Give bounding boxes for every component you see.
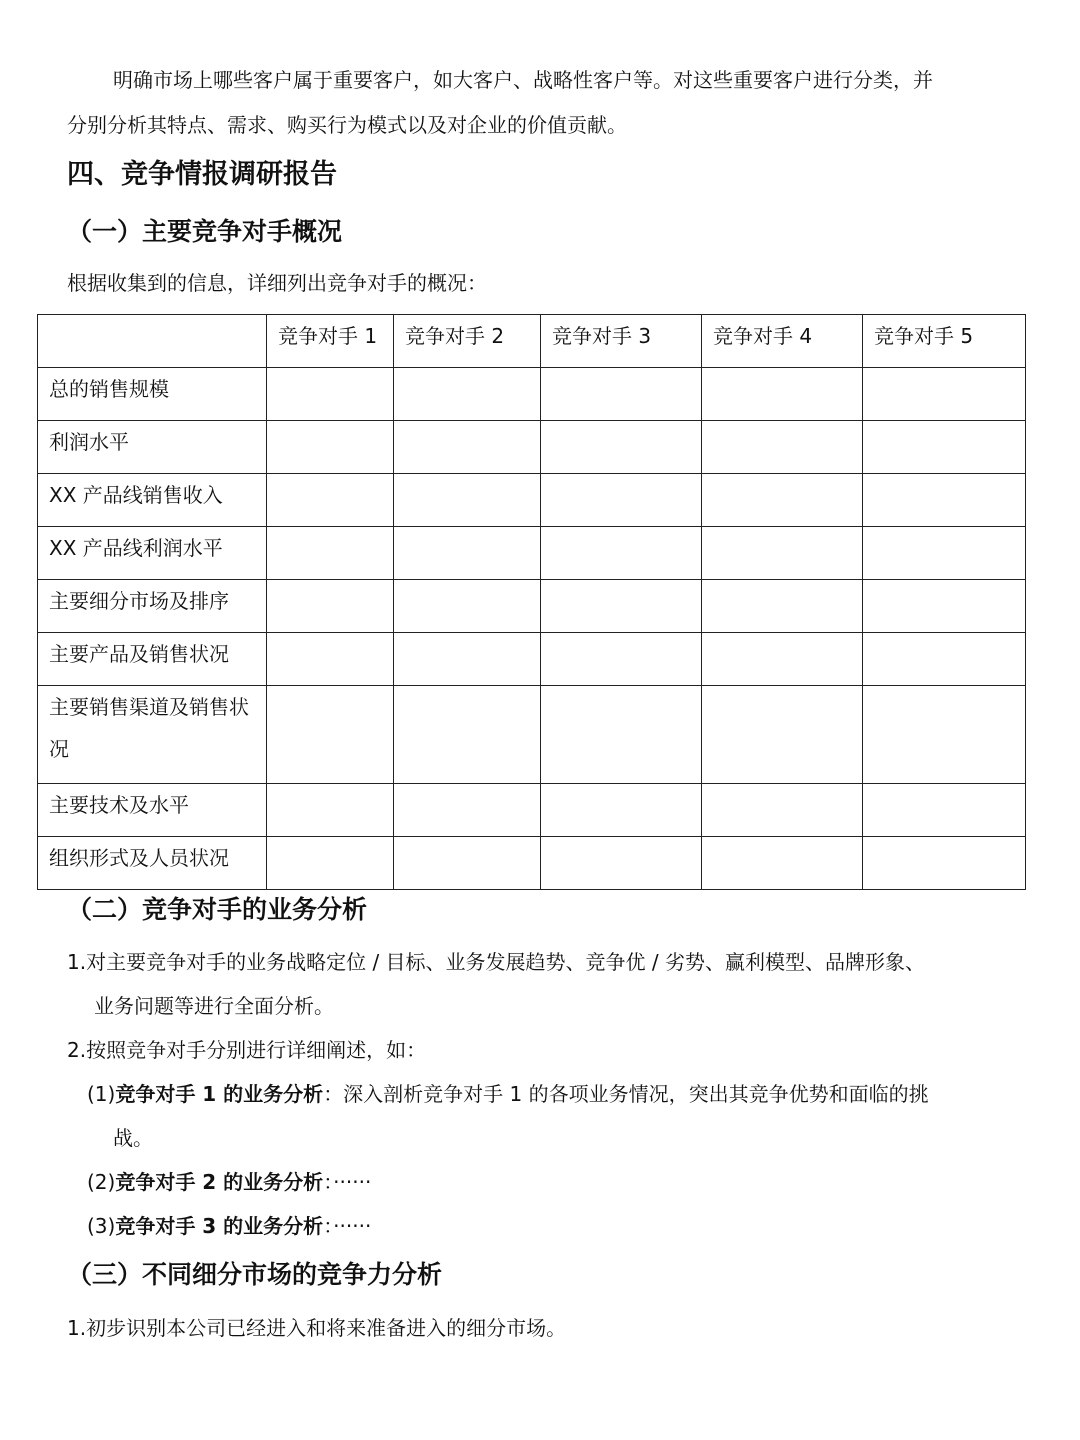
table-row-label: 主要细分市场及排序 (38, 580, 267, 633)
table-row (38, 686, 1026, 784)
table-cell (541, 784, 702, 837)
table-row (38, 837, 1026, 890)
table-cell (541, 633, 702, 686)
table-cell (267, 686, 394, 784)
table-cell (702, 421, 863, 474)
table-row-label: 主要销售渠道及销售状况 (38, 686, 267, 784)
table-row-label: 主要技术及水平 (38, 784, 267, 837)
table-cell (267, 580, 394, 633)
table-cell (541, 421, 702, 474)
subsection-1-title: （一）主要竞争对手概况 (67, 217, 343, 246)
table-cell (541, 580, 702, 633)
table-cell (702, 368, 863, 421)
table-cell (267, 837, 394, 890)
table-header-cell: 竞争对手 3 (541, 315, 702, 368)
table-header-cell (38, 315, 267, 368)
item-1-line-2: 业务问题等进行全面分析。 (94, 994, 334, 1018)
table-cell (863, 633, 1026, 686)
table-cell (863, 527, 1026, 580)
table-header-cell: 竞争对手 1 (267, 315, 394, 368)
table-row-label: 组织形式及人员状况 (38, 837, 267, 890)
table-cell (394, 368, 541, 421)
table-header-row (38, 315, 1026, 368)
table-cell (702, 633, 863, 686)
table-cell (267, 527, 394, 580)
intro-line-1: 明确市场上哪些客户属于重要客户，如大客户、战略性客户等。对这些重要客户进行分类，并 (113, 68, 933, 92)
table-cell (394, 633, 541, 686)
sub-item-number: (3) (87, 1214, 116, 1238)
table-cell (702, 686, 863, 784)
table-cell (702, 784, 863, 837)
table-row (38, 527, 1026, 580)
table-row-label: XX 产品线利润水平 (38, 527, 267, 580)
table-cell (702, 580, 863, 633)
table-row (38, 421, 1026, 474)
subsection-1-lead: 根据收集到的信息，详细列出竞争对手的概况： (67, 271, 487, 295)
competitor-table (37, 314, 1026, 890)
sub-item-text: ：深入剖析竞争对手 1 的各项业务情况，突出其竞争优势和面临的挑 (323, 1082, 929, 1106)
table-cell (394, 421, 541, 474)
subsection-3-item-1: 1.初步识别本公司已经进入和将来准备进入的细分市场。 (67, 1316, 567, 1340)
sub-item-text: ：······ (323, 1170, 372, 1194)
table-row-label: 利润水平 (38, 421, 267, 474)
sub-item-2 (87, 1170, 371, 1194)
subsection-2-title: （二）竞争对手的业务分析 (67, 895, 368, 924)
table-cell (702, 837, 863, 890)
table-cell (863, 784, 1026, 837)
table-cell (863, 421, 1026, 474)
sub-item-number: (2) (87, 1170, 116, 1194)
sub-item-heading: 竞争对手 2 的业务分析 (115, 1170, 324, 1194)
table-cell (863, 580, 1026, 633)
sub-item-heading: 竞争对手 3 的业务分析 (115, 1214, 324, 1238)
sub-item-heading: 竞争对手 1 的业务分析 (115, 1082, 324, 1106)
table-cell (394, 784, 541, 837)
table-row-label: XX 产品线销售收入 (38, 474, 267, 527)
table-header-cell: 竞争对手 5 (863, 315, 1026, 368)
table-cell (541, 474, 702, 527)
table-row (38, 580, 1026, 633)
table-cell (267, 421, 394, 474)
table-cell (267, 368, 394, 421)
sub-item-1 (87, 1082, 929, 1106)
item-1-line-1: 1.对主要竞争对手的业务战略定位 / 目标、业务发展趋势、竞争优 / 劣势、赢利模型、品牌形象、 (67, 950, 925, 974)
table-cell (541, 837, 702, 890)
table-cell (863, 474, 1026, 527)
table-cell (267, 633, 394, 686)
table-cell (394, 837, 541, 890)
subsection-3-title: （三）不同细分市场的竞争力分析 (67, 1260, 443, 1289)
table-cell (541, 686, 702, 784)
item-2: 2.按照竞争对手分别进行详细阐述，如： (67, 1038, 427, 1062)
section-title: 四、竞争情报调研报告 (67, 159, 337, 190)
table-row (38, 368, 1026, 421)
table-header-cell: 竞争对手 2 (394, 315, 541, 368)
table-cell (863, 686, 1026, 784)
sub-item-text: ：······ (323, 1214, 372, 1238)
table-row-label: 主要产品及销售状况 (38, 633, 267, 686)
intro-line-2: 分别分析其特点、需求、购买行为模式以及对企业的价值贡献。 (67, 113, 627, 137)
table-cell (541, 527, 702, 580)
table-cell (394, 527, 541, 580)
table-row (38, 633, 1026, 686)
table-cell (394, 686, 541, 784)
table-cell (863, 837, 1026, 890)
table-cell (541, 368, 702, 421)
sub-item-number: (1) (87, 1082, 116, 1106)
table-cell (394, 580, 541, 633)
sub-item-3 (87, 1214, 371, 1238)
table-row (38, 474, 1026, 527)
table-row-label: 总的销售规模 (38, 368, 267, 421)
table-cell (863, 368, 1026, 421)
table-cell (394, 474, 541, 527)
sub-item-1-continuation: 战。 (113, 1126, 153, 1150)
table-cell (702, 527, 863, 580)
table-header-cell: 竞争对手 4 (702, 315, 863, 368)
table-cell (267, 474, 394, 527)
table-row (38, 784, 1026, 837)
table-cell (702, 474, 863, 527)
table-cell (267, 784, 394, 837)
